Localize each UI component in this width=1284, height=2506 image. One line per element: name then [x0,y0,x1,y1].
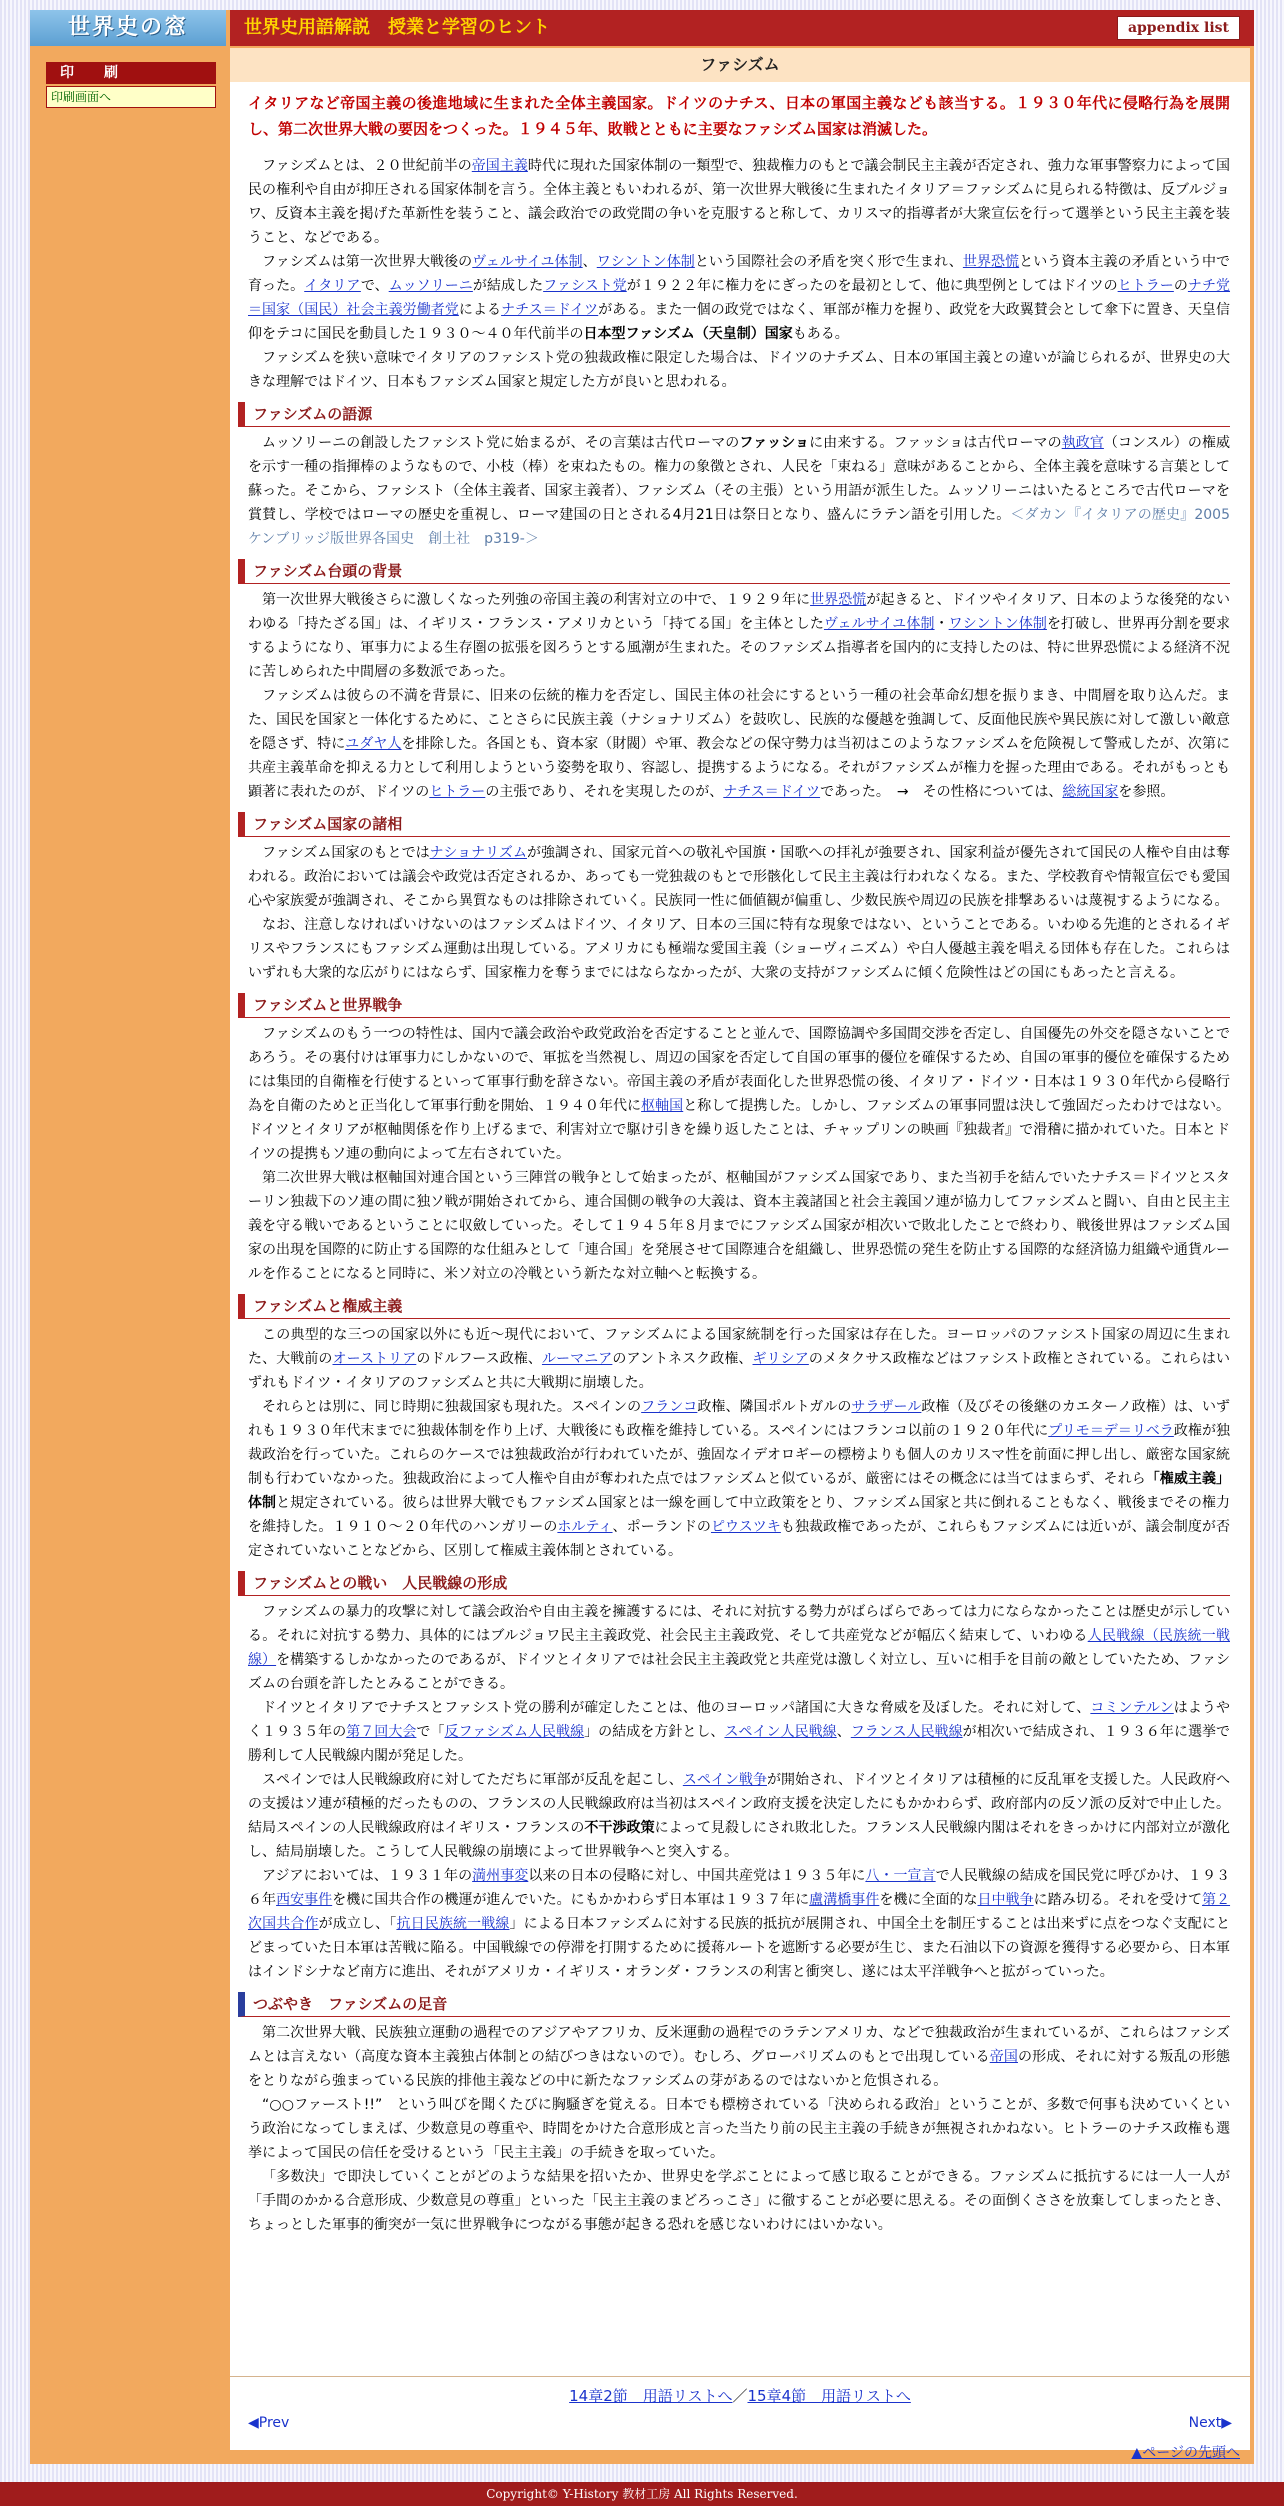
text: であった。 → その性格については、 [820,784,1063,800]
link-fascist-party[interactable]: ファシスト党 [543,278,627,294]
text: が強調され、国家元首への敬礼や国旗・国歌への拝礼が強要され、国家利益が優先されて国民の人権や自由は奪われる。政治においては議会や政党は否定されるか、あっても一党独裁のもとで形骸化して民主主義は行われなくなる。また、学校教育や情報宣伝でも愛国心や家族愛が強調され、そこから異質なものは排除されていく。民族同一性に価値観が偏重し、少数民族や周辺の民族を排撃あるいは蔑視するようになる。 [248,845,1230,909]
paragraph [248,1323,1230,1395]
link-franco[interactable]: フランコ [641,1399,698,1415]
text: のアントネスク政権、 [612,1351,753,1367]
text: が起きると、ドイツやイタリア、日本のような後発的ないわゆる「持たざる国」は、イギリス・フランス・アメリカという「持てる国」を主体とした [248,592,1231,632]
link-greece[interactable]: ギリシア [752,1351,809,1367]
paragraph: ファシズムを狭い意味でイタリアのファシスト党の独裁政権に限定した場合は、ドイツのナチズム、日本の軍国主義との違いが論じられるが、世界史の大きな理解ではドイツ、日本もファシズム国家と規定した方が良いと思われる。 [248,350,1230,390]
text: によって見殺しにされ敗北した。フランス人民戦線内閣はそれをきっかけに内部対立が激化し、結局崩壊した。こうして人民戦線の崩壊によって世界戦争へと突入する。 [248,1820,1231,1860]
text: ・ [934,616,949,632]
link-hitler[interactable]: ヒトラー [1117,278,1174,294]
paragraph [248,588,1230,684]
section-heading: ファシズムとの戦い 人民戦線の形成 [238,1571,1230,1596]
link-french-front[interactable]: フランス人民戦線 [850,1724,963,1740]
text: それらとは別に、同じ時期に独裁国家も現れた。スペインの [262,1399,642,1415]
text: が成立し、「 [318,1916,397,1932]
print-page-link[interactable]: 印刷画面へ [46,86,216,108]
section-heading: ファシズムと世界戦争 [238,993,1230,1018]
text: 政権が独裁政治を行っていた。これらのケースでは独裁政治が行われていたが、強固なイデオロギーの標榜よりも個人のカリスマ性を前面に押し出し、厳密な国家統制も行わていなかった。独裁政治によって人権や自由が奪われた点ではファシズムと似ているが、厳密にはその概念には当てはまらず、それら [248,1423,1231,1487]
text: と規定されている。彼らは世界大戦でもファシズム国家とは一線を画して中立政策をとり、ファシズム国家と共に倒れることもなく、戦後までその権力を維持した。１９１０～２０年代のハンガリーの [248,1495,1230,1535]
next-link[interactable]: Next▶ [1188,2415,1232,2431]
sidebar [46,62,216,108]
section-heading: ファシズムと権威主義 [238,1294,1230,1319]
chapter14-list-link[interactable]: 14章2節 用語リストへ [569,2387,733,2405]
appendix-list-button[interactable]: appendix list [1117,16,1240,40]
text: ファシズムのもう一つの特性は、国内で議会政治や政党政治を否定することと並んで、国際協調や多国間交渉を否定し、自国優先の外交を隠さないことであろう。その裏付けは軍事力にしかないので、軍拡を当然視し、周辺の国家を否定して自国の軍事的優位を確保するため、自国の軍事的優位を確保するためには集団的自衛権を行使するといって軍事行動を辞さない。帝国主義の矛盾が表面化した世界恐慌の後、イタリア・ドイツ・日本は１９３０年代から侵略行為を自衛のためと正当化して軍事行動を開始、１９４０年代に [248,1026,1230,1114]
back-to-top-link[interactable]: ▲ページの先頭へ [1131,2445,1240,2461]
section-heading: ファシズム台頭の背景 [238,559,1230,584]
text: ファシズム国家のもとでは [262,845,430,861]
text: で、 [360,278,389,294]
link-jews[interactable]: ユダヤ人 [345,736,402,752]
text: という国際社会の矛盾を突く形で生まれ、 [694,254,963,270]
text: を機に全面的な [879,1892,978,1908]
paragraph [248,1395,1230,1563]
link-nationalism[interactable]: ナショナリズム [429,845,527,861]
paragraph: 第二次世界大戦は枢軸国対連合国という三陣営の戦争として始まったが、枢軸国がファシズム国家であり、また当初手を結んでいたナチス＝ドイツとスターリン独裁下のソ連の間に独ソ戦が開始されてから、連合国側の戦争の大義は、資本主義諸国と社会主義国ソ連が協力してファシズムと闘い、自由と民主主義を守る戦いであるということに収斂していった。そして１９４５年８月までにファシズム国家が相次いで敗北したことで終わり、戦後世界はファシズム国家の出現を国際的に防止する国際的な仕組みとして「連合国」を発展させて国際連合を組織し、世界恐慌の発生を防止する国際的な経済協力組織や通貨ルールを作ることになると同時に、米ソ対立の冷戦という新たな対立軸へと転換する。 [248,1170,1230,1282]
text: ドイツとイタリアでナチスとファシスト党の勝利が確定したことは、他のヨーロッパ諸国に大きな脅威を及ぼした。それに対して、 [262,1700,1091,1716]
copyright: Copyright© Y-History 教材工房 All Rights Reserved. [0,2482,1284,2506]
text: に由来する。ファッショは古代ローマの [809,435,1062,451]
text: ファシズムとは、２０世紀前半の [262,158,472,174]
paragraph [248,1768,1230,1864]
text: という資本主義の矛盾という中で育った。 [248,254,1231,294]
text: がある。また一個の政党ではなく、軍部が権力を握り、政党を大政翼賛会として傘下に置き、天皇信仰をテコに国民を動員した１９３０～４０年代前半の [248,302,1230,342]
link-comintern[interactable]: コミンテルン [1090,1700,1174,1716]
link-washington[interactable]: ワシントン体制 [948,616,1047,632]
text: に踏み切る。それを受けて [1033,1892,1203,1908]
title-bar [230,10,1254,46]
paragraph [248,1864,1230,1984]
link-second-united-front[interactable]: 第２次国共合作 [248,1892,1231,1932]
text: が相次いで結成され、１９３６年に選挙で勝利して人民戦線内閣が発足した。 [248,1724,1231,1764]
footer-navigation [230,2376,1250,2437]
text: を機に国共合作の機運が進んでいた。にもかかわらず日本軍は１９３７年に [332,1892,810,1908]
link-hitler[interactable]: ヒトラー [429,784,486,800]
separator: ／ [732,2387,748,2405]
link-imperialism[interactable]: 帝国主義 [471,158,528,174]
text: 第一次世界大戦後さらに激しくなった列強の帝国主義の利害対立の中で、１９２９年に [262,592,811,608]
text: この典型的な三つの国家以外にも近～現代において、ファシズムによる国家統制を行った国家は存在した。ヨーロッパのファシスト国家の周辺に生まれた、大戦前の [248,1327,1230,1367]
link-italy[interactable]: イタリア [304,278,361,294]
section-heading: つぶやき ファシズムの足音 [238,1992,1230,2017]
text: 、 [836,1724,851,1740]
text: もある。 [792,326,849,342]
text: 政権、隣国ポルトガルの [697,1399,852,1415]
citation: ＜ダカン『イタリアの歴史』2005 ケンブリッジ版世界各国史 創土社 p319-＞ [248,507,1244,547]
link-spanish-war[interactable]: スペイン戦争 [682,1772,767,1788]
text: のドルフース政権、 [416,1351,542,1367]
paragraph: 「多数決」で即決していくことがどのような結果を招いたか、世界史を学ぶことによって感じ取ることができる。ファシズムに抵抗するには一人一人が「手間のかかる合意形成、少数意見の尊重」といった「民主主義のまどろっこさ」に徹することが必要に思える。その面倒くささを放棄してしまったとき、ちょっとした軍事的衝突が一気に世界戦争につながる事態が起きる恐れを感じないわけにはいかない。 [248,2169,1230,2233]
paragraph [248,154,1230,250]
link-aug-first-declaration[interactable]: 八・一宣言 [865,1868,936,1884]
link-sino-japanese-war[interactable]: 日中戦争 [977,1892,1034,1908]
text: スペインでは人民戦線政府に対してただちに軍部が反乱を起こし、 [262,1772,683,1788]
link-empire[interactable]: 帝国 [989,2049,1018,2065]
term-list-links [230,2377,1250,2415]
link-versailles[interactable]: ヴェルサイユ体制 [472,254,583,270]
link-manchurian-incident[interactable]: 満州事変 [472,1868,529,1884]
text: を打破し、世界再分割を要求するようになり、軍事力による生存圏の拡張を図ろうとする風潮が生まれた。そのファシズム指導者を国内的に支持したのは、特に世界恐慌による経済不況に苦しめられた中間層の多数派であった。 [248,616,1230,680]
link-spanish-front[interactable]: スペイン人民戦線 [724,1724,837,1740]
lead-summary: イタリアなど帝国主義の後進地域に生まれた全体主義国家。ドイツのナチス、日本の軍国主義なども該当する。１９３０年代に侵略行為を展開し、第二次世界大戦の要因をつくった。１９４５年、敗戦とともに主要なファシズム国家は消滅した。 [248,94,1230,138]
text: 、ポーランドの [612,1519,711,1535]
text: が結成した [472,278,544,294]
text: の [1173,278,1188,294]
main-content [230,48,1250,2450]
bold-term: 日本型ファシズム（天皇制）国家 [583,326,793,342]
text: による [458,302,502,318]
link-consul[interactable]: 執政官 [1061,435,1104,451]
bold-term: 「権威主義」体制 [248,1471,1230,1511]
paragraph [248,841,1230,913]
link-nazi-party[interactable]: ナチ党＝国家（国民）社会主義労働者党 [248,278,1231,318]
link-salazar[interactable]: サラザール [851,1399,922,1415]
text: が１９２２年に権力をにぎったのを最初として、他に典型例としてはドイツの [626,278,1118,294]
link-austria[interactable]: オーストリア [332,1351,417,1367]
paragraph [248,684,1230,804]
bold-term: ファッショ [739,435,810,451]
text: 」による日本ファシズムに対する民族的抵抗が展開され、中国全土を制圧することは出来ずに点をつなぐ支配にとどまっていた日本軍は苦戦に陥る。中国戦線での停滞を打開するために援蒋ルートを遮断する必要が生じ、また石油以下の資源を獲得する必要から、日本軍はインドシナなど南方に進出、それがアメリカ・イギリス・オランダ・フランスの利害と衝突し、遂には太平洋戦争へと拡がっていった。 [248,1916,1231,1980]
link-xian-incident[interactable]: 西安事件 [276,1892,333,1908]
link-seventh-congress[interactable]: 第７回大会 [346,1724,417,1740]
text: はようやく１９３５年の [248,1700,1230,1740]
link-versailles[interactable]: ヴェルサイユ体制 [823,616,935,632]
site-title: 世界史用語解説 授業と学習のヒント [244,17,550,38]
text: ファシズムは第一次世界大戦後の [262,254,473,270]
paragraph: なお、注意しなければいけないのはファシズムはドイツ、イタリア、日本の三国に特有な現象ではない、ということである。いわゆる先進的とされるイギリスやフランスにもファシズム運動は出現している。アメリカにも極端な愛国主義（ショーヴィニズム）や白人優越主義を唱える団体も存在した。これらはいずれも大衆的な広がりにはならず、国家権力を奪うまでにはならなかったが、大衆の支持がファシズムに傾く危険性はどの国にもあったと言える。 [248,917,1230,981]
link-nazi-germany[interactable]: ナチス＝ドイツ [723,784,821,800]
text: 、 [582,254,597,270]
text: を排除した。各国とも、資本家（財閥）や軍、教会などの保守勢力は当初はこのようなファシズムを危険視して警戒したが、次第に共産主義革命を抑える力として利用しようという姿勢を取り、容認し、提携するようになる。それがファシズムが権力を握った理由である。それがもっとも顕著に表れたのが、ドイツの [248,736,1231,800]
article [230,82,1250,2237]
text: で「 [416,1724,445,1740]
link-nazi-germany[interactable]: ナチス＝ドイツ [501,302,599,318]
text: 第二次世界大戦、民族独立運動の過程でのアジアやアフリカ、反米運動の過程でのラテンアメリカ、などで独裁政治が生まれているが、これらはファシズムとは言えない（高度な資本主義独占体制との結びつきはないので）。むしろ、グローバリズムのもとで出現している [248,2025,1230,2065]
page-title: ファシズム [230,48,1250,82]
link-anti-fascist-front[interactable]: 反ファシズム人民戦線 [444,1724,585,1740]
link-anti-japanese-front[interactable]: 抗日民族統一戦線 [396,1916,510,1932]
bold-term: 不干渉政策 [584,1820,655,1836]
link-washington[interactable]: ワシントン体制 [596,254,695,270]
site-logo[interactable]: 世界史の窓 [30,10,226,46]
link-axis[interactable]: 枢軸国 [641,1098,684,1114]
link-marco-polo-bridge[interactable]: 盧溝橋事件 [809,1892,880,1908]
link-fuhrer-state[interactable]: 総統国家 [1062,784,1119,800]
text: で人民戦線の結成を国民党に呼びかけ、１９３６年 [248,1868,1230,1908]
text: 時代に現れた国家体制の一類型で、独裁権力のもとで議会制民主主義が否定され、強力な軍事警察力によって国民の権利や自由が抑圧される国家体制を言う。全体主義ともいわれるが、第一次世界大戦後に生まれたイタリア＝ファシズムに見られる特徴は、反ブルジョワ、反資本主義を掲げた革新性を装うこと、議会政治での政党間の争いを克服すると称して、カリスマ的指導者が大衆宣伝を行って選挙という民主主義を装うこと、などである。 [248,158,1230,246]
link-great-depression[interactable]: 世界恐慌 [962,254,1020,270]
link-horthy[interactable]: ホルティ [557,1519,613,1535]
paragraph: “○○ファースト!!” という叫びを聞くたびに胸騒ぎを覚える。日本でも標榜されている「決められる政治」ということが、多数で何事も決めていくという政治になってしまえば、少数意見の尊重や、時間をかけた合意形成と言った当たり前の民主主義の手続きが無視されかねない。ヒトラーのナチス政権も選挙によって国民の信任を受けるという「民主主義」の手続きを取っていた。 [248,2097,1230,2161]
text: の主張であり、それを実現したのが、 [485,784,724,800]
link-romania[interactable]: ルーマニア [541,1351,613,1367]
prev-link[interactable]: ◀Prev [248,2415,290,2431]
text: を参照。 [1118,784,1175,800]
text: が開始され、ドイツとイタリアは積極的に反乱軍を支援した。人民政府への支援はソ連が積極的だったものの、フランスの人民戦線政府は当初はスペイン政府支援を決定したにもかかわらず、政府部内の反ソ派の反対で中止した。結局スペインの人民戦線政府はイギリス・フランスの [248,1772,1231,1836]
text: 以来の日本の侵略に対し、中国共産党は１９３５年に [528,1868,866,1884]
link-pilsudski[interactable]: ピウスツキ [710,1519,781,1535]
section-heading: ファシズム国家の諸相 [238,812,1230,837]
text: も独裁政権であったが、これらもファシズムには近いが、議会制度が否定されていないことなどから、区別して権威主義体制とされている。 [248,1519,1231,1559]
text: ムッソリーニの創設したファシスト党に始まるが、その言葉は古代ローマの [262,435,740,451]
paragraph [248,1022,1230,1166]
text: の形成、それに対する叛乱の形態をとりながら強まっている民族的排他主義などの中に新たなファシズムの芽があるのではないかと危惧される。 [248,2049,1231,2089]
section-heading: ファシズムの語源 [238,402,1230,427]
text: アジアにおいては、１９３１年の [262,1868,473,1884]
link-great-depression[interactable]: 世界恐慌 [810,592,867,608]
text: （コンスル）の権威を示す一種の指揮棒のようなもので、小枝（棒）を束ねたもの。権力の象徴とされ、人民を「束ねる」意味があることから、全体主義を意味する言葉として蘇った。そこから、ファシスト（全体主義者、国家主義者）、ファシズム（その主張）という用語が派生した。ムッソリーニはいたるところで古代ローマを賞賛し、学校ではローマの歴史を重視し、ローマ建国の日とされる4月21日は祭日となり、盛んにラテン語を引用した。 [248,435,1230,523]
text: 政権（及びその後継のカエターノ政権）は、いずれも１９３０年代末までに独裁体制を作り上げ、大戦後にも政権を維持している。スペインにはフランコ以前の１９２０年代に [248,1399,1230,1439]
link-primo-de-rivera[interactable]: プリモ＝デ＝リベラ [1048,1423,1174,1439]
print-heading: 印 刷 [46,62,216,84]
paragraph [248,431,1244,551]
text: と称して提携した。しかし、ファシズムの軍事同盟は決して強固だったわけではない。ドイツとイタリアが枢軸関係を作り上げるまで、利害対立で駆け引きを繰り返したことは、チャップリンの映画『独裁者』で滑稽に描かれていた。日本とドイツの提携もソ連の動向によって左右されていた。 [248,1098,1230,1162]
paragraph [248,250,1230,346]
page-frame [30,10,1254,2464]
text: のメタクサス政権などはファシスト政権とされている。これらはいずれもドイツ・イタリアのファシズムと共に大戦期に崩壊した。 [248,1351,1231,1391]
text: ファシズムの暴力的攻撃に対して議会政治や自由主義を擁護するには、それに対抗する勢力がばらばらであっては力にならなかったことは歴史が示している。それに対抗する勢力、具体的にはブルジョワ民主主義政党、社会民主主義政党、そして共産党などが幅広く結束して、いわゆる [248,1604,1230,1644]
paragraph [248,1696,1230,1768]
chapter15-list-link[interactable]: 15章4節 用語リストへ [747,2387,911,2405]
paragraph [248,1600,1230,1696]
link-mussolini[interactable]: ムッソリーニ [388,278,473,294]
paragraph [248,2021,1230,2093]
text: 」の結成を方針とし、 [584,1724,725,1740]
text: ファシズムは彼らの不満を背景に、旧来の伝統的権力を否定し、国民主体の社会にするという一種の社会革命幻想を振りまき、中間層を取り込んだ。また、国民を国家と一体化するために、ことさらに民族主義（ナショナリズム）を鼓吹し、民族的な優越を強調して、反面他民族や異民族に対して激しい敵意を隠さず、特に [248,688,1230,752]
link-popular-front[interactable]: 人民戦線（民族統一戦線） [248,1628,1230,1668]
text: を構築するしかなかったのであるが、ドイツとイタリアでは社会民主主義政党と共産党は激しく対立し、互いに相手を目前の敵としていたため、ファシズムの台頭を許したとみることができる。 [248,1652,1230,1692]
